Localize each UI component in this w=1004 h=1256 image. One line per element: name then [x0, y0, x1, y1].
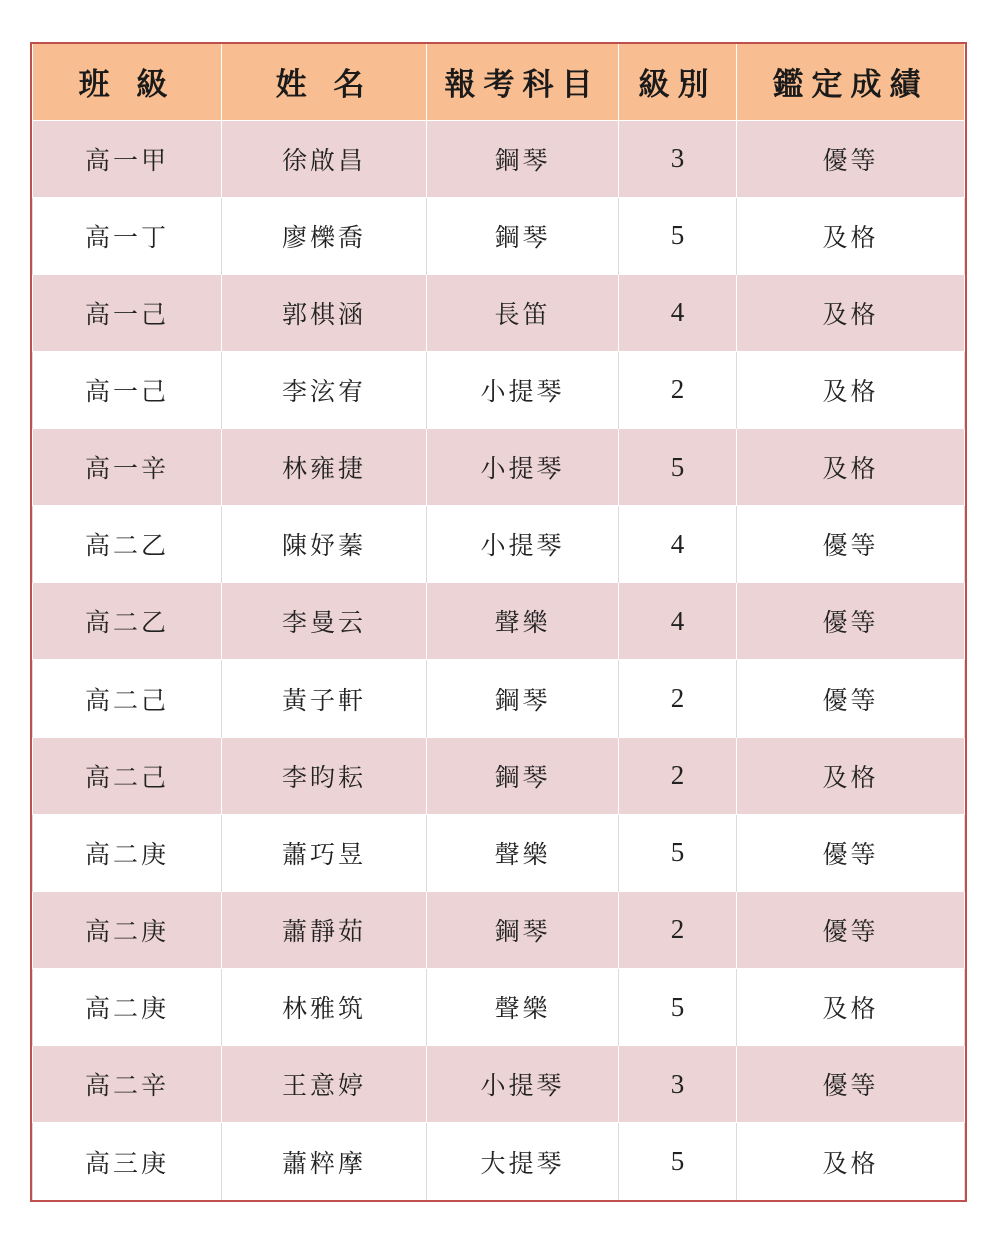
cell-class: 高三庚	[33, 1123, 222, 1200]
cell-name: 林雍捷	[222, 429, 427, 506]
table-row	[33, 583, 965, 660]
cell-class: 高二庚	[33, 814, 222, 891]
table-row	[33, 814, 965, 891]
cell-name: 蕭粹摩	[222, 1123, 427, 1200]
table-row	[33, 891, 965, 968]
table-row	[33, 429, 965, 506]
table-row	[33, 1046, 965, 1123]
cell-class: 高二乙	[33, 506, 222, 583]
cell-level: 5	[619, 429, 737, 506]
cell-name: 林雅筑	[222, 969, 427, 1046]
table-row	[33, 274, 965, 351]
cell-name: 李曼云	[222, 583, 427, 660]
table-row	[33, 197, 965, 274]
cell-result: 優等	[737, 583, 965, 660]
cell-result: 及格	[737, 274, 965, 351]
header-level: 級別	[619, 44, 737, 120]
cell-result: 及格	[737, 197, 965, 274]
cell-result: 優等	[737, 506, 965, 583]
cell-level: 5	[619, 197, 737, 274]
cell-level: 5	[619, 814, 737, 891]
cell-class: 高二己	[33, 660, 222, 737]
cell-level: 2	[619, 891, 737, 968]
cell-class: 高一己	[33, 351, 222, 428]
table-row	[33, 351, 965, 428]
cell-result: 優等	[737, 660, 965, 737]
header-name: 姓 名	[222, 44, 427, 120]
header-subject: 報考科目	[427, 44, 619, 120]
cell-name: 李泫宥	[222, 351, 427, 428]
cell-name: 李昀耘	[222, 737, 427, 814]
cell-class: 高二庚	[33, 891, 222, 968]
cell-subject: 大提琴	[427, 1123, 619, 1200]
cell-subject: 小提琴	[427, 1046, 619, 1123]
cell-name: 郭棋涵	[222, 274, 427, 351]
cell-level: 2	[619, 737, 737, 814]
cell-result: 優等	[737, 120, 965, 197]
cell-result: 及格	[737, 737, 965, 814]
cell-subject: 小提琴	[427, 429, 619, 506]
results-table	[32, 44, 965, 1200]
cell-level: 2	[619, 351, 737, 428]
table-header	[33, 44, 965, 120]
table-row	[33, 120, 965, 197]
header-result: 鑑定成績	[737, 44, 965, 120]
cell-class: 高二乙	[33, 583, 222, 660]
table-body	[33, 120, 965, 1200]
table-row	[33, 737, 965, 814]
results-table-container	[30, 42, 967, 1202]
cell-subject: 鋼琴	[427, 891, 619, 968]
cell-subject: 聲樂	[427, 969, 619, 1046]
cell-level: 5	[619, 969, 737, 1046]
cell-name: 蕭巧昱	[222, 814, 427, 891]
cell-class: 高一甲	[33, 120, 222, 197]
cell-result: 及格	[737, 1123, 965, 1200]
cell-level: 3	[619, 1046, 737, 1123]
cell-class: 高一己	[33, 274, 222, 351]
cell-level: 3	[619, 120, 737, 197]
cell-name: 陳妤蓁	[222, 506, 427, 583]
cell-subject: 鋼琴	[427, 660, 619, 737]
cell-name: 徐啟昌	[222, 120, 427, 197]
cell-class: 高二己	[33, 737, 222, 814]
cell-subject: 小提琴	[427, 506, 619, 583]
cell-level: 4	[619, 506, 737, 583]
table-row	[33, 506, 965, 583]
cell-name: 廖櫟喬	[222, 197, 427, 274]
cell-result: 優等	[737, 1046, 965, 1123]
cell-subject: 小提琴	[427, 351, 619, 428]
cell-result: 優等	[737, 891, 965, 968]
cell-result: 及格	[737, 969, 965, 1046]
table-row	[33, 1123, 965, 1200]
cell-level: 2	[619, 660, 737, 737]
cell-result: 優等	[737, 814, 965, 891]
cell-result: 及格	[737, 351, 965, 428]
header-class: 班 級	[33, 44, 222, 120]
cell-level: 5	[619, 1123, 737, 1200]
cell-result: 及格	[737, 429, 965, 506]
cell-level: 4	[619, 274, 737, 351]
cell-class: 高一辛	[33, 429, 222, 506]
cell-subject: 鋼琴	[427, 737, 619, 814]
cell-class: 高一丁	[33, 197, 222, 274]
cell-subject: 長笛	[427, 274, 619, 351]
cell-subject: 鋼琴	[427, 120, 619, 197]
header-row	[33, 44, 965, 120]
cell-name: 蕭靜茹	[222, 891, 427, 968]
cell-name: 黃子軒	[222, 660, 427, 737]
cell-class: 高二辛	[33, 1046, 222, 1123]
table-row	[33, 969, 965, 1046]
cell-name: 王意婷	[222, 1046, 427, 1123]
cell-subject: 聲樂	[427, 814, 619, 891]
table-row	[33, 660, 965, 737]
cell-level: 4	[619, 583, 737, 660]
cell-subject: 鋼琴	[427, 197, 619, 274]
cell-subject: 聲樂	[427, 583, 619, 660]
cell-class: 高二庚	[33, 969, 222, 1046]
